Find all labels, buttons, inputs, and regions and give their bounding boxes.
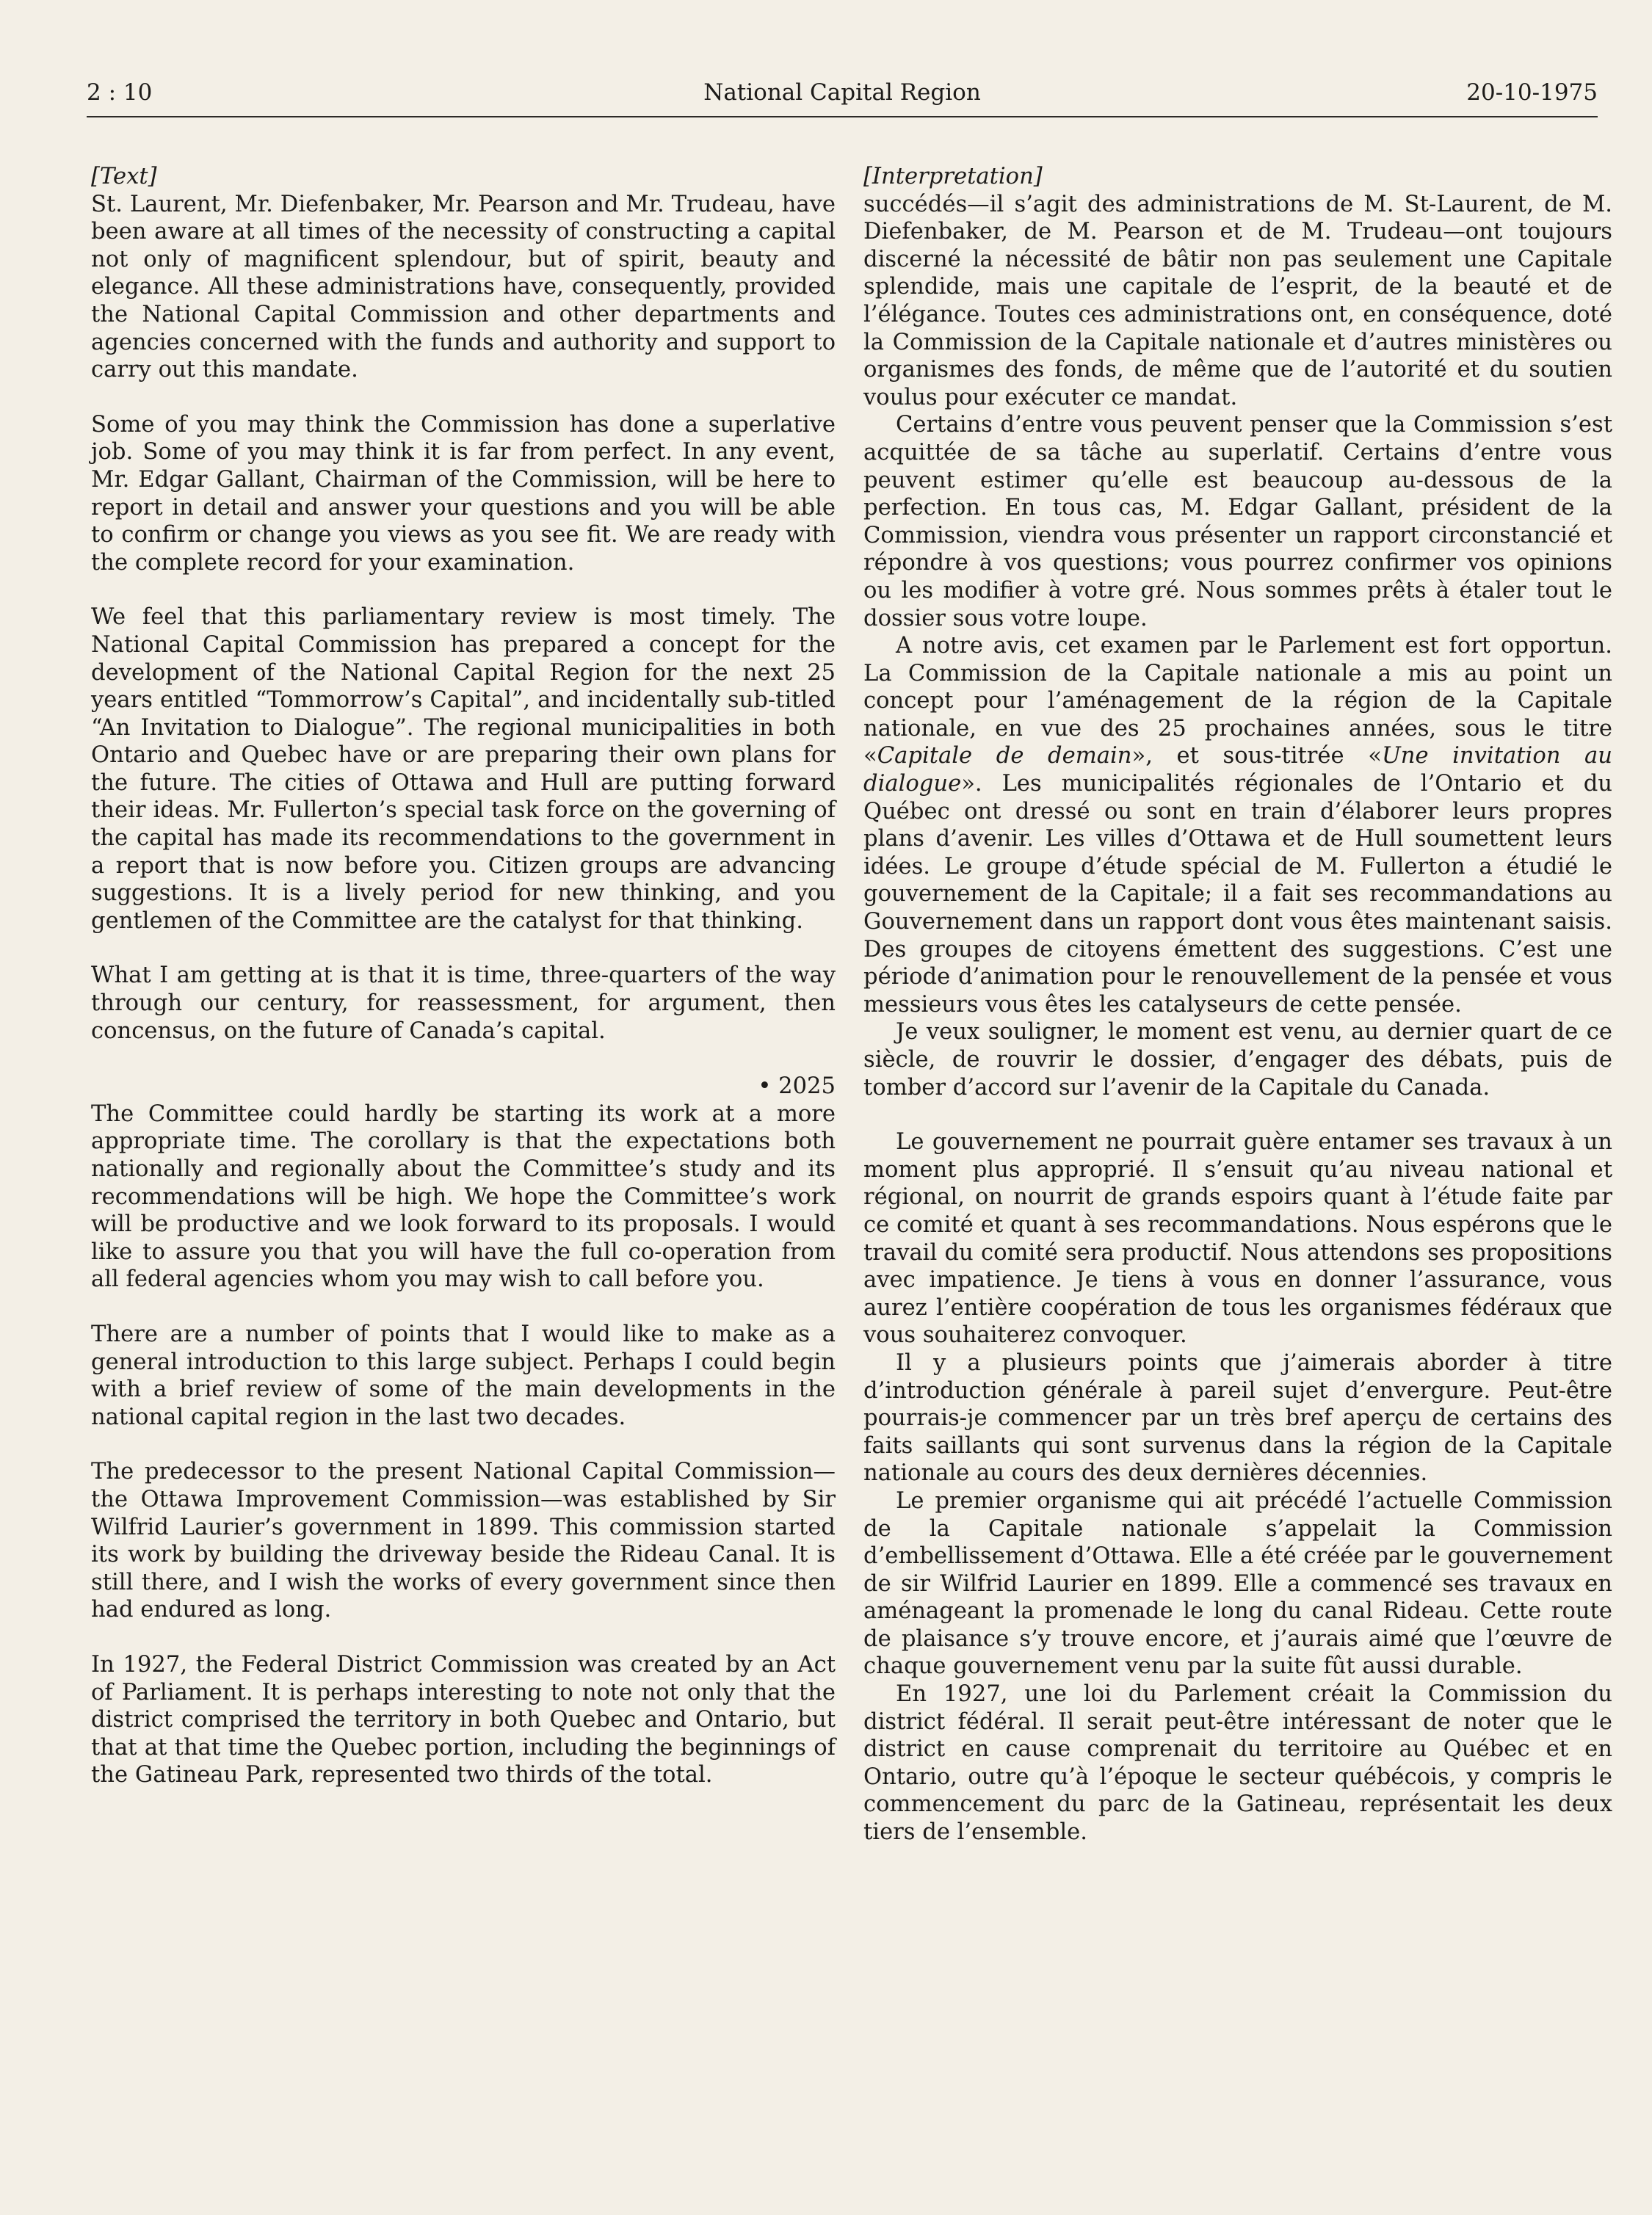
header-date: 20-10-1975 xyxy=(1466,79,1598,106)
english-paragraph: There are a number of points that I would like to make as a general introduction to this large subject. Perhaps I could begin with a brief review of some of the main developments in the national capital region in the last two decades. xyxy=(91,1321,836,1430)
english-paragraph: In 1927, the Federal District Commission was created by an Act of Parliament. It is perhaps interesting to note not only that the district comprised the territory in both Quebec and Ontario, but that at that time the Quebec portion, including the beginnings of the Gatineau Park, represented two thirds of the total. xyxy=(91,1651,836,1788)
french-paragraph: Certains d’entre vous peuvent penser que la Commission s’est acquittée de sa tâche au superlatif. Certains d’entre vous peuvent estimer qu’elle est beaucoup au-dessous de la perfection. En tous cas, M. Edgar Gallant, président de la Commission, viendra vous présenter un rapport circonstancié et répondre à vos questions; vous pourrez confirmer vos opinions ou les modifier à votre gré. Nous sommes prêts à étaler tout le dossier sous votre loupe. xyxy=(863,412,1612,631)
french-paragraph: Le gouvernement ne pourrait guère entamer ses travaux à un moment plus approprié. Il s’ensuit qu’au niveau national et régional, on nourrit de grands espoirs quant à l’étude faite par ce comité et quant à ses recommandations. Nous espérons que le travail du comité sera productif. Nous attendons ses propositions avec impatience. Je tiens à vous en donner l’assurance, vous aurez l’entière coopération de tous les organismes fédéraux que vous souhaiterez convoquer. xyxy=(863,1129,1612,1349)
french-text: ». Les municipalités régionales de l’Ontario et du Québec ont dressé ou sont en train d’élaborer leurs propres plans d’avenir. Les villes d’Ottawa et de Hull soumettent leurs idées. Le groupe d’étude spécial de M. Fullerton a étudié le gouvernement de la Capitale; il a fait ses recommandations au Gouvernement dans un rapport dont vous êtes maintenant saisis. Des groupes de citoyens émettent des suggestions. C’est une période d’animation pour le renouvellement de la pensée et vous messieurs vous êtes les catalyseurs de cette pensée. xyxy=(863,771,1612,1018)
french-text: », et sous-titrée « xyxy=(1131,743,1382,769)
french-column xyxy=(863,163,1612,1846)
time-marker: • 2025 xyxy=(758,1073,836,1100)
french-paragraph: En 1927, une loi du Parlement créait la Commission du district fédéral. Il serait peut-être intéressant de noter que le district en cause comprenait du territoire au Québec et en Ontario, outre qu’à l’époque le secteur québécois, y compris le commencement du parc de la Gatineau, représentait les deux tiers de l’ensemble. xyxy=(863,1681,1612,1846)
english-paragraph: St. Laurent, Mr. Diefenbaker, Mr. Pearson and Mr. Trudeau, have been aware at all times of the necessity of constructing a capital not only of magnificent splendour, but of spirit, beauty and elegance. All these administrations have, consequently, provided the National Capital Commission and other departments and agencies concerned with the funds and authority and support to carry out this mandate. xyxy=(91,191,836,383)
english-paragraph: We feel that this parliamentary review is most timely. The National Capital Commission has prepared a concept for the development of the National Capital Region for the next 25 years entitled “Tommorrow’s Capital”, and incidentally sub-titled “An Invitation to Dialogue”. The regional municipalities in both Ontario and Quebec have or are preparing their own plans for the future. The cities of Ottawa and Hull are putting forward their ideas. Mr. Fullerton’s special task force on the governing of the capital has made its recommendations to the government in a report that is now before you. Citizen groups are advancing suggestions. It is a lively period for new thinking, and you gentlemen of the Committee are the catalyst for that thinking. xyxy=(91,604,836,934)
french-title-italic: Capitale de demain xyxy=(877,743,1132,769)
english-paragraph: The Committee could hardly be starting its work at a more appropriate time. The corollary is that the expectations both nationally and regionally about the Committee’s study and its recommendations will be high. We hope the Committee’s work will be productive and we look forward to its proposals. I would like to assure you that you will have the full co-operation from all federal agencies whom you may wish to call before you. xyxy=(91,1101,836,1293)
french-subtitle-italic: Une invitation au dialogue xyxy=(863,743,1612,797)
english-paragraph: Some of you may think the Commission has done a superlative job. Some of you may think it is far from perfect. In any event, Mr. Edgar Gallant, Chairman of the Commission, will be here to report in detail and answer your questions and you will be able to confirm or change you views as you see fit. We are ready with the complete record for your examination. xyxy=(91,411,836,576)
english-paragraph: What I am getting at is that it is time, three-quarters of the way through our century, for reassessment, for argument, then concensus, on the future of Canada’s capital. xyxy=(91,963,836,1044)
running-title: National Capital Region xyxy=(703,79,981,106)
french-paragraph: Le premier organisme qui ait précédé l’actuelle Commission de la Capitale nationale s’appelait la Commission d’embellissement d’Ottawa. Elle a été créée par le gouvernement de sir Wilfrid Laurier en 1899. Elle a commencé ses travaux en aménageant la promenade le long du canal Rideau. Cette route de plaisance s’y trouve encore, et j’aurais aimé que l’œuvre de chaque gouvernement venu par la suite fût aussi durable. xyxy=(863,1487,1612,1680)
french-text: A notre avis, cet examen par le Parlement est fort opportun. La Commission de la Capitale nationale a mis au point un concept pour l’aménagement de la région de la Capitale nationale, en vue des 25 prochaines années, sous le titre « xyxy=(863,633,1612,769)
french-paragraph xyxy=(863,632,1612,1018)
english-column xyxy=(91,163,836,1789)
english-paragraph: The predecessor to the present National Capital Commission—the Ottawa Improvement Commission—was established by Sir Wilfrid Laurier’s government in 1899. This commission started its work by building the driveway beside the Rideau Canal. It is still there, and I wish the works of every government since then had endured as long. xyxy=(91,1459,836,1623)
english-column-tag: [Text] xyxy=(91,164,157,189)
french-paragraph: succédés—il s’agit des administrations de M. St-Laurent, de M. Diefenbaker, de M. Pearson et de M. Trudeau—ont toujours discerné la nécessité de bâtir non pas seulement une Capitale splendide, mais une capitale de l’esprit, de la beauté et de l’élégance. Toutes ces administrations ont, en conséquence, doté la Commission de la Capitale nationale et d’autres ministères ou organismes des fonds, de même que de l’autorité et du soutien voulus pour exécuter ce mandat. xyxy=(863,191,1612,410)
french-paragraph: Je veux souligner, le moment est venu, au dernier quart de ce siècle, de rouvrir le dossier, d’engager des débats, puis de tomber d’accord sur l’avenir de la Capitale du Canada. xyxy=(863,1019,1612,1101)
page-header xyxy=(87,75,1598,117)
french-column-tag: [Interpretation] xyxy=(863,164,1043,189)
page-number: 2 : 10 xyxy=(87,79,153,106)
french-paragraph: Il y a plusieurs points que j’aimerais aborder à titre d’introduction générale à pareil sujet d’envergure. Peut-être pourrais-je commencer par un très bref aperçu de certains des faits saillants qui sont survenus dans la région de la Capitale nationale au cours des deux dernières décennies. xyxy=(863,1349,1612,1487)
